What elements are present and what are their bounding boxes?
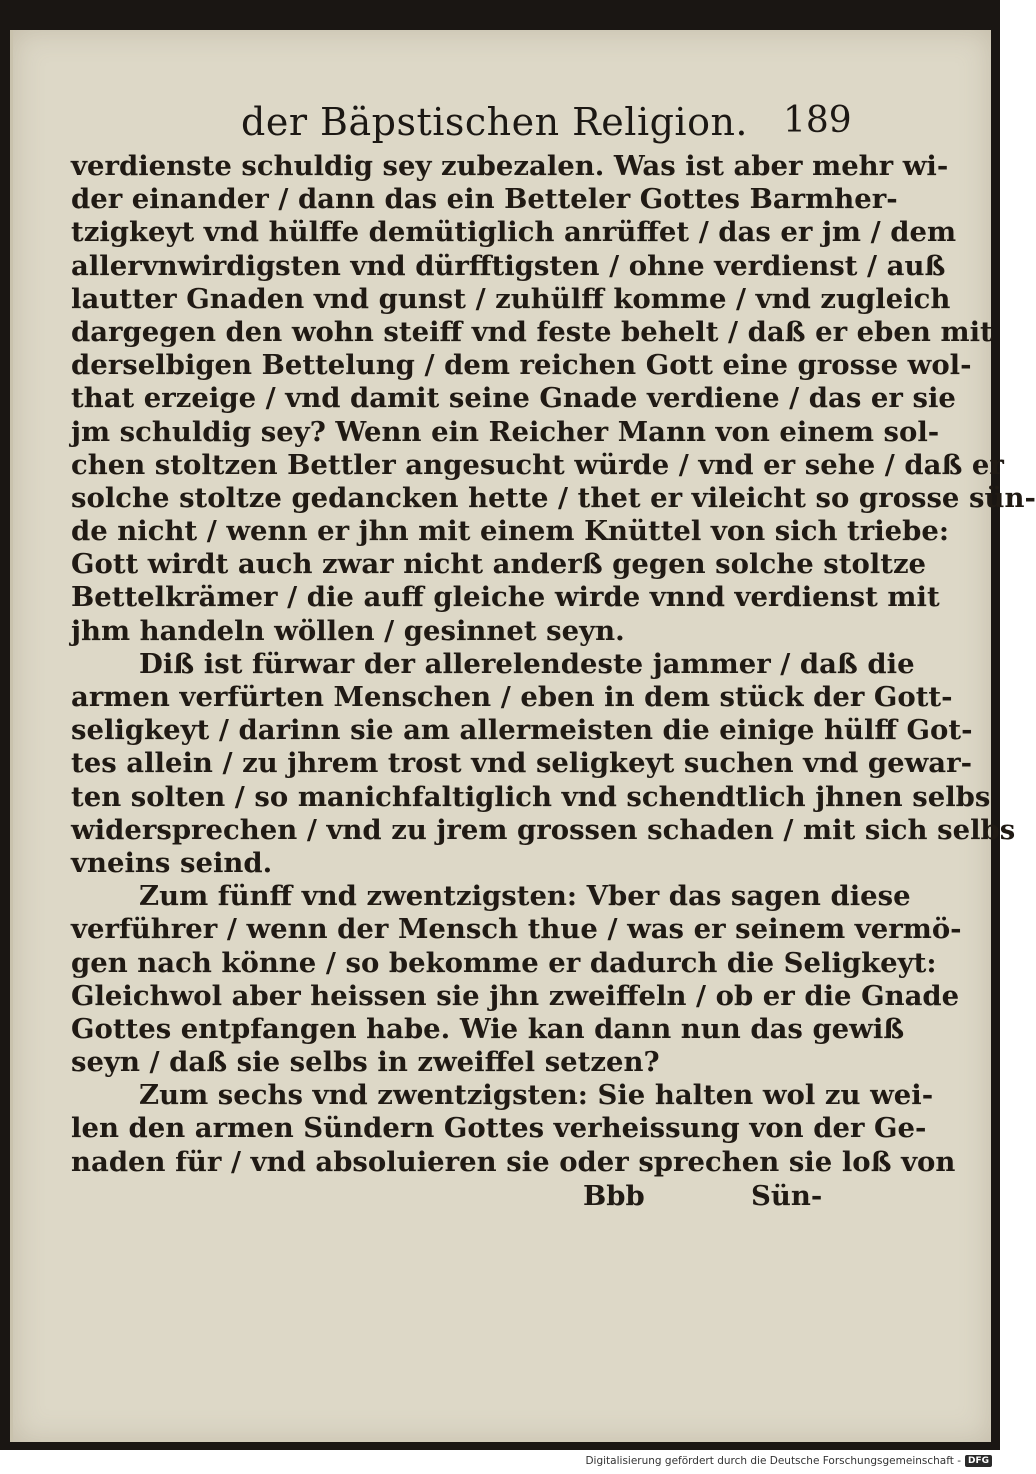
running-title: der Bäpstischen Religion. [241, 100, 749, 144]
text-line: naden für / vnd absoluieren sie oder sprechen sie loß von [71, 1145, 956, 1178]
text-line: allervnwirdigsten vnd dürfftigsten / ohne verdienst / auß [71, 249, 946, 282]
signature-catchword-line [71, 1179, 843, 1213]
text-line: that erzeige / vnd damit seine Gnade verdiene / das er sie [71, 382, 956, 415]
text-line: widersprechen / vnd zu jrem grossen schaden / mit sich selbs [71, 813, 1016, 846]
text-line: ten solten / so manichfaltiglich vnd schendtlich jhnen selbs [71, 780, 991, 813]
text-line: Gleichwol aber heissen sie jhn zweiffeln / ob er die Gnade [71, 979, 960, 1012]
text-line: vneins seind. [71, 846, 273, 879]
text-line: Diß ist fürwar der allerelendeste jammer / daß die [139, 647, 915, 680]
text-line: Zum sechs vnd zwentzigsten: Sie halten wol zu wei- [139, 1079, 934, 1112]
text-line: seligkeyt / darinn sie am allermeisten die einige hülff Got- [71, 714, 973, 747]
text-line: Gottes entpfangen habe. Wie kan dann nun das gewiß [71, 1012, 905, 1045]
digitization-footer [585, 1452, 992, 1470]
dfg-logo-icon: DFG [965, 1455, 992, 1467]
text-line: verdienste schuldig sey zubezalen. Was ist aber mehr wi- [71, 150, 949, 182]
text-line: jm schuldig sey? Wenn ein Reicher Mann von einem sol- [71, 415, 940, 448]
page-number: 189 [783, 100, 852, 141]
text-line: derselbigen Bettelung / dem reichen Gott eine grosse wol- [71, 349, 972, 382]
text-line: armen verfürten Menschen / eben in dem stück der Gott- [71, 681, 953, 713]
book-page [10, 30, 1036, 1442]
text-line: chen stoltzen Bettler angesucht würde / vnd er sehe / daß er [71, 448, 1004, 481]
text-line: tzigkeyt vnd hülffe demütiglich anrüffet / das er jm / dem [71, 216, 957, 249]
text-line: solche stoltze gedancken hette / thet er vileicht so grosse sün- [71, 481, 1036, 514]
text-line: der einander / dann das ein Betteler Gottes Barmher- [71, 183, 898, 216]
text-line: verführer / wenn der Mensch thue / was er seinem vermö- [71, 913, 962, 946]
text-line: Gott wirdt auch zwar nicht anderß gegen solche stoltze [71, 548, 927, 581]
text-line: dargegen den wohn steiff vnd feste behelt / daß er eben mit [71, 315, 993, 348]
text-line: seyn / daß sie selbs in zweiffel setzen? [71, 1046, 660, 1079]
signature-mark: Bbb [583, 1179, 645, 1212]
text-line: len den armen Sündern Gottes verheissung von der Ge- [71, 1112, 927, 1145]
body-text [71, 150, 1036, 1213]
text-line: gen nach könne / so bekomme er dadurch die Seligkeyt: [71, 946, 937, 979]
text-line: lautter Gnaden vnd gunst / zuhülff komme / vnd zugleich [71, 282, 951, 315]
text-line: de nicht / wenn er jhn mit einem Knüttel von sich triebe: [71, 515, 950, 548]
text-line: tes allein / zu jhrem trost vnd seligkeyt suchen vnd gewar- [71, 747, 973, 780]
catchword: Sün- [751, 1179, 823, 1212]
text-line: Zum fünff vnd zwentzigsten: Vber das sagen diese [139, 880, 911, 913]
footer-credit: Digitalisierung gefördert durch die Deutsche Forschungsgemeinschaft - [585, 1455, 961, 1467]
text-line: jhm handeln wöllen / gesinnet seyn. [71, 614, 625, 647]
text-line: Bettelkrämer / die auff gleiche wirde vnnd verdienst mit [71, 581, 940, 614]
